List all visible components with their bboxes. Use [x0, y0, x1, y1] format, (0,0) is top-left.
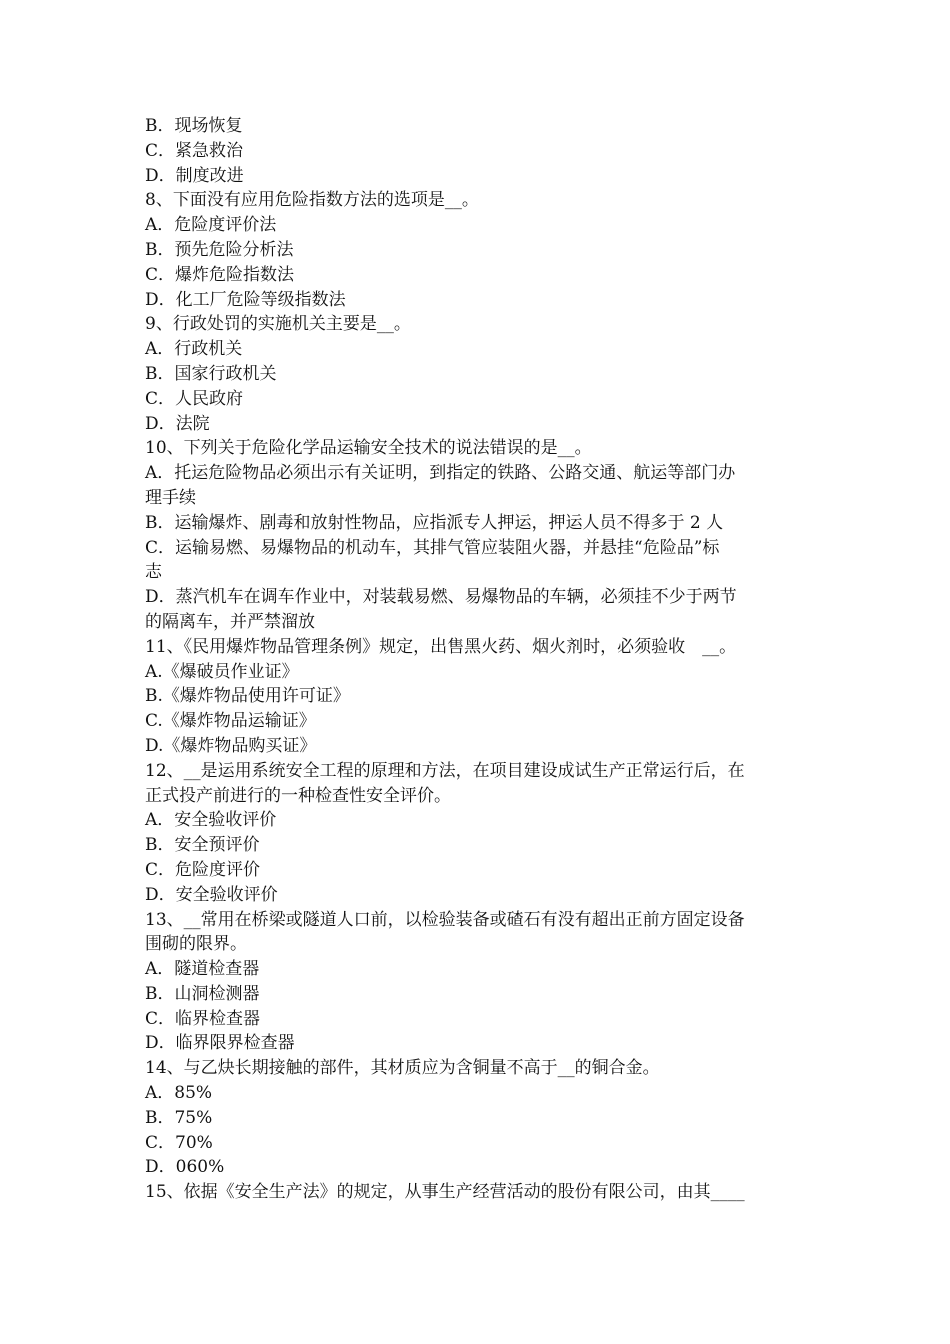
question-13-option-d: D．临界限界检查器: [145, 1033, 295, 1054]
question-11-option-d: D.《爆炸物品购买证》: [145, 735, 317, 756]
question-14-option-b: B．75%: [145, 1107, 213, 1128]
question-14-option-a: A．85%: [145, 1083, 213, 1104]
question-12: 12、__是运用系统安全工程的原理和方法，在项目建设成试生产正常运行后，在: [145, 760, 745, 781]
question-12-cont: 正式投产前进行的一种检查性安全评价。: [145, 785, 451, 806]
option-c-line: C．紧急救治: [145, 140, 244, 161]
question-10-option-c-cont: 志: [145, 562, 162, 583]
question-9-option-d: D．法院: [145, 413, 210, 434]
question-8-option-d: D．化工厂危险等级指数法: [145, 289, 346, 310]
document-body: [145, 114, 815, 1205]
question-10-option-d: D．蒸汽机车在调车作业中，对装载易燃、易爆物品的车辆，必须挂不少于两节: [145, 587, 737, 608]
question-15: 15、依据《安全生产法》的规定，从事生产经营活动的股份有限公司，由其____: [145, 1182, 745, 1203]
question-10-option-a-cont: 理手续: [145, 487, 196, 508]
question-8-option-a: A．危险度评价法: [145, 215, 277, 236]
question-12-option-b: B．安全预评价: [145, 835, 260, 856]
option-b-line: B．现场恢复: [145, 116, 243, 136]
question-9-option-a: A．行政机关: [145, 339, 243, 360]
question-11-option-b: B.《爆炸物品使用许可证》: [145, 686, 350, 707]
question-14-option-c: C．70%: [145, 1132, 213, 1153]
question-10: 10、下列关于危险化学品运输安全技术的说法错误的是__。: [145, 438, 592, 459]
question-9: 9、行政处罚的实施机关主要是__。: [145, 314, 411, 335]
question-8-option-b: B．预先危险分析法: [145, 239, 294, 260]
question-11-option-c: C.《爆炸物品运输证》: [145, 711, 316, 732]
question-10-option-a: A．托运危险物品必须出示有关证明，到指定的铁路、公路交通、航运等部门办: [145, 463, 736, 484]
question-12-option-d: D．安全验收评价: [145, 884, 278, 905]
question-8: 8、下面没有应用危险指数方法的选项是__。: [145, 190, 479, 211]
question-14-option-d: D．060%: [145, 1157, 225, 1178]
question-10-option-c: C．运输易燃、易爆物品的机动车，其排气管应装阻火器，并悬挂“危险品”标: [145, 537, 720, 558]
question-12-option-c: C．危险度评价: [145, 859, 261, 880]
question-10-option-d-cont: 的隔离车，并严禁溜放: [145, 611, 315, 632]
question-14: 14、与乙炔长期接触的部件，其材质应为含铜量不高于__的铜合金。: [145, 1058, 660, 1079]
question-9-option-b: B．国家行政机关: [145, 363, 277, 384]
question-13-option-b: B．山洞检测器: [145, 983, 260, 1004]
option-d-line: D．制度改进: [145, 165, 244, 186]
question-13: 13、__常用在桥梁或隧道人口前，以检验装备或碴石有没有超出正前方固定设备: [145, 909, 745, 930]
question-11: 11、《民用爆炸物品管理条例》规定，出售黑火药、烟火剂时，必须验收 __。: [145, 636, 737, 657]
question-13-cont: 围砌的限界。: [145, 934, 247, 955]
question-13-option-a: A．隧道检查器: [145, 959, 260, 980]
question-12-option-a: A．安全验收评价: [145, 810, 277, 831]
question-10-option-b: B．运输爆炸、剧毒和放射性物品，应指派专人押运，押运人员不得多于 2 人: [145, 512, 724, 533]
question-11-option-a: A.《爆破员作业证》: [145, 661, 299, 682]
question-9-option-c: C．人民政府: [145, 388, 244, 409]
question-13-option-c: C．临界检查器: [145, 1008, 261, 1029]
question-8-option-c: C．爆炸危险指数法: [145, 264, 295, 285]
